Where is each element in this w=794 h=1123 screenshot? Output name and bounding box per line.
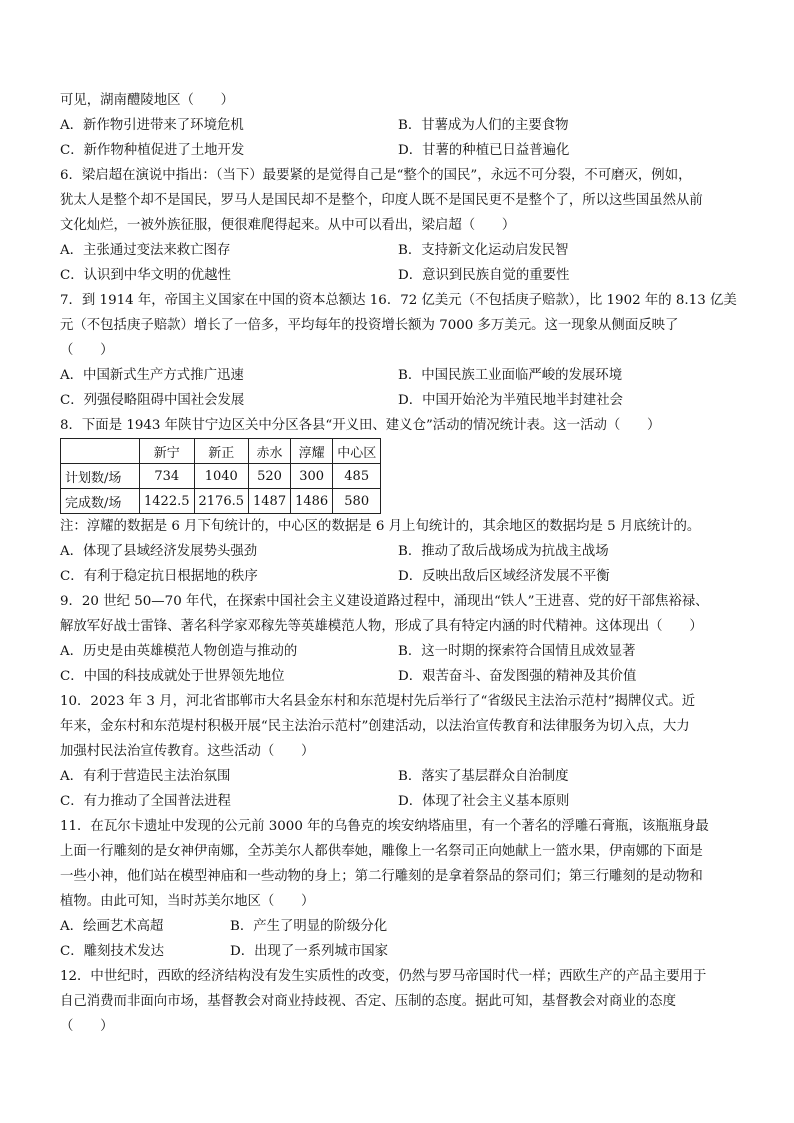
- answer-option: D．中国开始沦为半殖民地半封建社会: [398, 393, 623, 408]
- answer-option: D．甘薯的种植已日益普遍化: [398, 143, 570, 158]
- answer-option: A．主张通过变法来救亡图存: [60, 243, 231, 258]
- answer-option: C．中国的科技成就处于世界领先地位: [60, 669, 285, 684]
- table-cell: 1040: [194, 464, 249, 489]
- answer-option: A．中国新式生产方式推广迅速: [60, 368, 244, 383]
- question-text: 可见，湖南醴陵地区（ ）: [60, 93, 235, 108]
- question-block: [60, 689, 740, 814]
- answer-option: B．支持新文化运动启发民智: [398, 243, 569, 258]
- answer-option: D．反映出敌后区域经济发展不平衡: [398, 569, 610, 584]
- answer-option: D．出现了一系列城市国家: [230, 944, 389, 959]
- answer-option: D．体现了社会主义基本原则: [398, 794, 570, 809]
- question-text: 元（不包括庚子赔款）增长了一倍多，平均每年的投资增长额为 7000 多万美元。这一现象从侧面反映了: [60, 318, 679, 333]
- table-header-cell: [61, 439, 140, 464]
- exam-page: [60, 88, 740, 1039]
- question-block: [60, 288, 740, 413]
- table-cell: 1487: [249, 489, 291, 514]
- answer-option: A．有利于营造民主法治氛围: [60, 769, 231, 784]
- question-text: 犹太人是整个却不是国民，罗马人是国民却不是整个，印度人既不是国民更不是整个了，所以这些国虽然从前: [60, 193, 703, 208]
- answer-option: C．雕刻技术发达: [60, 944, 164, 959]
- question-text: 9．20 世纪 50—70 年代，在探索中国社会主义建设道路过程中，涌现出“铁人”王进喜、党的好干部焦裕禄、: [60, 594, 709, 609]
- answer-option: C．有利于稳定抗日根据地的秩序: [60, 569, 258, 584]
- question-text: 7．到 1914 年，帝国主义国家在中国的资本总额达 16．72 亿美元（不包括庚子赔款），比 1902 年的 8.13 亿美: [60, 293, 737, 308]
- answer-option: D．意识到民族自觉的重要性: [398, 268, 570, 283]
- answer-option: B．甘薯成为人们的主要食物: [398, 118, 569, 133]
- table-cell: 580: [333, 489, 381, 514]
- table-note: 注：淳耀的数据是 6 月下旬统计的，中心区的数据是 6 月上旬统计的，其余地区的数据均是 5 月底统计的。: [60, 519, 701, 534]
- question-text: 6．梁启超在演说中指出：（当下）最要紧的是觉得自己是“整个的国民”，永远不可分裂，不可磨灭，例如，: [60, 168, 692, 183]
- question-text: 文化灿烂，一被外族征服，便很难爬得起来。从中可以看出，梁启超（ ）: [60, 218, 516, 233]
- answer-option: B．这一时期的探索符合国情且成效显著: [398, 644, 636, 659]
- question-block: [60, 964, 740, 1039]
- question-text: 年来，金东村和东范堤村积极开展“民主法治示范村”创建活动，以法治宣传教育和法律服务为切入点，大力: [60, 719, 690, 734]
- answer-option: C．认识到中华文明的优越性: [60, 268, 231, 283]
- answer-option: A．体现了县域经济发展势头强劲: [60, 544, 258, 559]
- option-row: [60, 388, 740, 413]
- option-row: [60, 238, 740, 263]
- table-header-cell: 淳耀: [291, 439, 333, 464]
- table-cell: 1422.5: [140, 489, 195, 514]
- table-header-cell: 赤水: [249, 439, 291, 464]
- option-row: [60, 564, 740, 589]
- question-text: 植物。由此可知，当时苏美尔地区（ ）: [60, 894, 315, 909]
- table-cell: 1486: [291, 489, 333, 514]
- question-text: 自己消费而非面向市场，基督教会对商业持歧视、否定、压制的态度。据此可知，基督教会对商业的态度: [60, 994, 676, 1009]
- table-cell: 完成数/场: [61, 489, 140, 514]
- option-row: [60, 664, 740, 689]
- answer-option: B．中国民族工业面临严峻的发展环境: [398, 368, 623, 383]
- table-header-cell: 中心区: [333, 439, 381, 464]
- question-text: 解放军好战士雷锋、著名科学家邓稼先等英雄模范人物，形成了具有特定内涵的时代精神。这体现出（ ）: [60, 619, 703, 634]
- option-row: [60, 639, 740, 664]
- question-text: 12．中世纪时，西欧的经济结构没有发生实质性的改变，仍然与罗马帝国时代一样；西欧生产的产品主要用于: [60, 969, 707, 984]
- answer-option: D．艰苦奋斗、奋发图强的精神及其价值: [398, 669, 637, 684]
- question-block: [60, 88, 740, 163]
- table-cell: 计划数/场: [61, 464, 140, 489]
- question-block: [60, 163, 740, 288]
- answer-option: B．落实了基层群众自治制度: [398, 769, 569, 784]
- question-text: 11．在瓦尔卡遗址中发现的公元前 3000 年的乌鲁克的埃安纳塔庙里，有一个著名的浮雕石膏瓶，该瓶瓶身最: [60, 819, 709, 834]
- table-header-row: [61, 439, 381, 464]
- option-row: [60, 363, 740, 388]
- question-text: （ ）: [60, 1019, 114, 1034]
- question-text: 加强村民法治宣传教育。这些活动（ ）: [60, 744, 315, 759]
- question-text: 一些小神，他们站在模型神庙和一些动物的身上；第二行雕刻的是拿着祭品的祭司们；第三行雕刻的是动物和: [60, 869, 703, 884]
- question-block: [60, 589, 740, 689]
- answer-option: A．绘画艺术高超: [60, 919, 164, 934]
- answer-option: C．列强侵略阻碍中国社会发展: [60, 393, 245, 408]
- option-row: [60, 138, 740, 163]
- table-row: [61, 464, 381, 489]
- option-row: [60, 764, 740, 789]
- question-text: 8．下面是 1943 年陕甘宁边区关中分区各县“开义田、建义仓”活动的情况统计表。这一活动（ ）: [60, 418, 661, 433]
- option-row: [60, 263, 740, 288]
- question-text: 10．2023 年 3 月，河北省邯郸市大名县金东村和东范堤村先后举行了“省级民主法治示范村”揭牌仪式。近: [60, 694, 696, 709]
- answer-option: A．历史是由英雄模范人物创造与推动的: [60, 644, 298, 659]
- answer-option: A．新作物引进带来了环境危机: [60, 118, 244, 133]
- table-cell: 300: [291, 464, 333, 489]
- table-cell: 2176.5: [194, 489, 249, 514]
- table-row: [61, 489, 381, 514]
- question-block: [60, 814, 740, 964]
- table-cell: 485: [333, 464, 381, 489]
- answer-option: C．新作物种植促进了土地开发: [60, 143, 245, 158]
- option-row: [60, 914, 740, 939]
- option-row: [60, 939, 740, 964]
- answer-option: B．产生了明显的阶级分化: [230, 919, 388, 934]
- answer-option: B．推动了敌后战场成为抗战主战场: [398, 544, 609, 559]
- table-header-cell: 新宁: [140, 439, 195, 464]
- answer-option: C．有力推动了全国普法进程: [60, 794, 231, 809]
- table-header-cell: 新正: [194, 439, 249, 464]
- option-row: [60, 539, 740, 564]
- option-row: [60, 113, 740, 138]
- question-text: （ ）: [60, 343, 114, 358]
- option-row: [60, 789, 740, 814]
- question-text: 上面一行雕刻的是女神伊南娜，全苏美尔人都供奉她，雕像上一名祭司正向她献上一篮水果，伊南娜的下面是: [60, 844, 703, 859]
- stat-table: [60, 438, 381, 514]
- table-cell: 734: [140, 464, 195, 489]
- question-block: [60, 413, 740, 589]
- table-cell: 520: [249, 464, 291, 489]
